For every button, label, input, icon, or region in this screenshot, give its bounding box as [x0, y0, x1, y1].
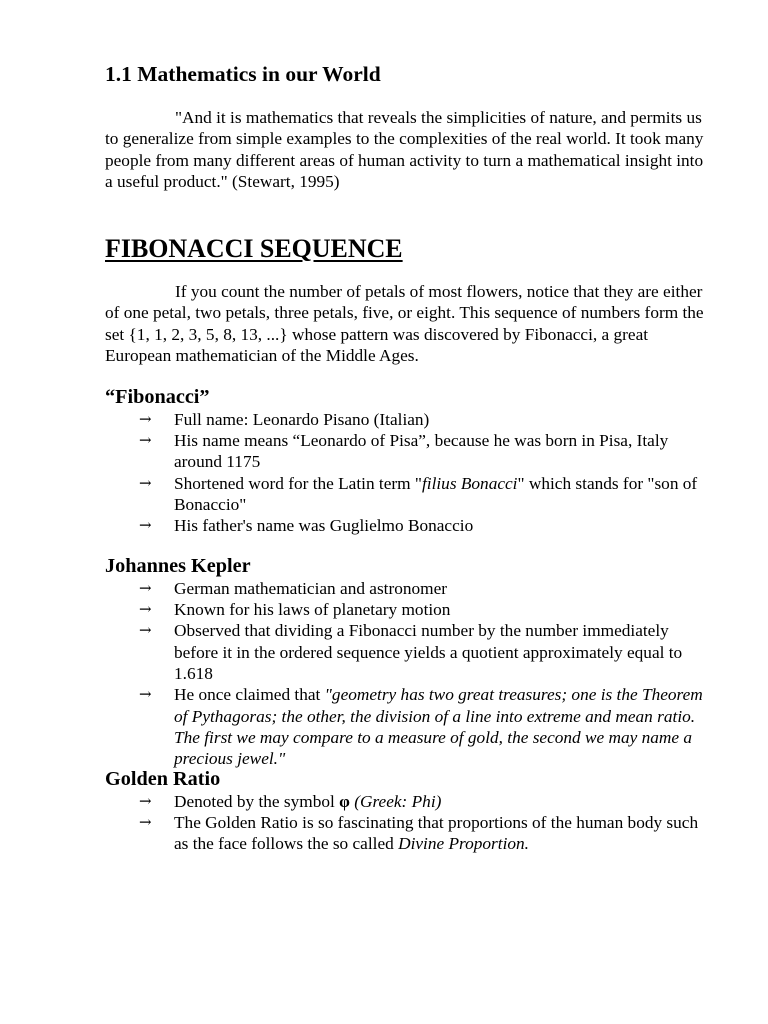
- fibonacci-intro-paragraph: If you count the number of petals of most flowers, notice that they are either of one petal, two petals, three petals, five, or eight. This sequence of numbers form the set {1, 1, 2, 3, 5, 8, 13, ...} whose pattern was discovered by Fibonacci, a great European mathematician of the Middle Ages.: [105, 282, 704, 366]
- latin-term: filius Bonacci: [421, 473, 518, 493]
- list-item-text: German mathematician and astronomer: [174, 578, 448, 598]
- kepler-quote: "geometry has two great treasures; one is the Theorem of Pythagoras; the other, the division of a line into extreme and mean ratio. The first we may compare to a measure of gold, the second we may name a precious jewel.": [174, 685, 703, 769]
- list-item: [105, 578, 705, 599]
- right-arrow-icon: →: [139, 685, 152, 704]
- stewart-quote: "And it is mathematics that reveals the simplicities of nature, and permits us to generalize from simple examples to the complexities of the real world. It took many people from many different areas of human activity to turn a mathematical insight into a useful product." (Stewart, 1995): [105, 108, 704, 191]
- list-item: [105, 599, 705, 620]
- list-item: [105, 620, 705, 684]
- document-page: [105, 60, 705, 855]
- golden-ratio-subheading: Golden Ratio: [105, 768, 221, 791]
- list-item: [105, 812, 705, 855]
- greek-phi-note: (Greek: Phi): [349, 791, 442, 811]
- list-item-text: His name means “Leonardo of Pisa”, because he was born in Pisa, Italy around 1175: [174, 430, 669, 472]
- list-item-text: Observed that dividing a Fibonacci number by the number immediately before it in the ordered sequence yields a quotient approximately equal to 1.618: [174, 621, 683, 683]
- list-item-text: " which stands for "son of Bonaccio": [174, 473, 698, 514]
- list-item: [105, 791, 705, 812]
- list-item: [105, 409, 705, 430]
- right-arrow-icon: →: [139, 409, 152, 428]
- list-item: [105, 515, 705, 536]
- list-item-text: Denoted by the symbol: [174, 791, 340, 811]
- right-arrow-icon: →: [139, 578, 152, 597]
- kepler-subheading: Johannes Kepler: [105, 555, 251, 578]
- fibonacci-list: [105, 409, 705, 537]
- golden-ratio-list: [105, 791, 705, 855]
- right-arrow-icon: →: [139, 473, 152, 492]
- list-item: [105, 473, 705, 516]
- page-title: 1.1 Mathematics in our World: [105, 62, 381, 86]
- right-arrow-icon: →: [139, 516, 152, 535]
- right-arrow-icon: →: [139, 791, 152, 810]
- fibonacci-sequence-heading: FIBONACCI SEQUENCE: [105, 234, 403, 264]
- right-arrow-icon: →: [139, 600, 152, 619]
- list-item-text: Shortened word for the Latin term ": [174, 473, 422, 493]
- list-item: [105, 430, 705, 473]
- divine-proportion-term: Divine Proportion.: [398, 834, 529, 854]
- phi-symbol: φ: [339, 791, 350, 811]
- fibonacci-subheading: “Fibonacci”: [105, 386, 210, 409]
- list-item-text: He once claimed that: [174, 685, 325, 705]
- list-item-text: Full name: Leonardo Pisano (Italian): [174, 409, 430, 429]
- kepler-list: [105, 578, 705, 770]
- list-item-text: His father's name was Guglielmo Bonaccio: [174, 516, 474, 536]
- list-item: [105, 684, 705, 769]
- right-arrow-icon: →: [139, 430, 152, 449]
- right-arrow-icon: →: [139, 621, 152, 640]
- list-item-text: The Golden Ratio is so fascinating that proportions of the human body such as the face follows the so called: [174, 813, 699, 854]
- right-arrow-icon: →: [139, 813, 152, 832]
- list-item-text: Known for his laws of planetary motion: [174, 600, 451, 620]
